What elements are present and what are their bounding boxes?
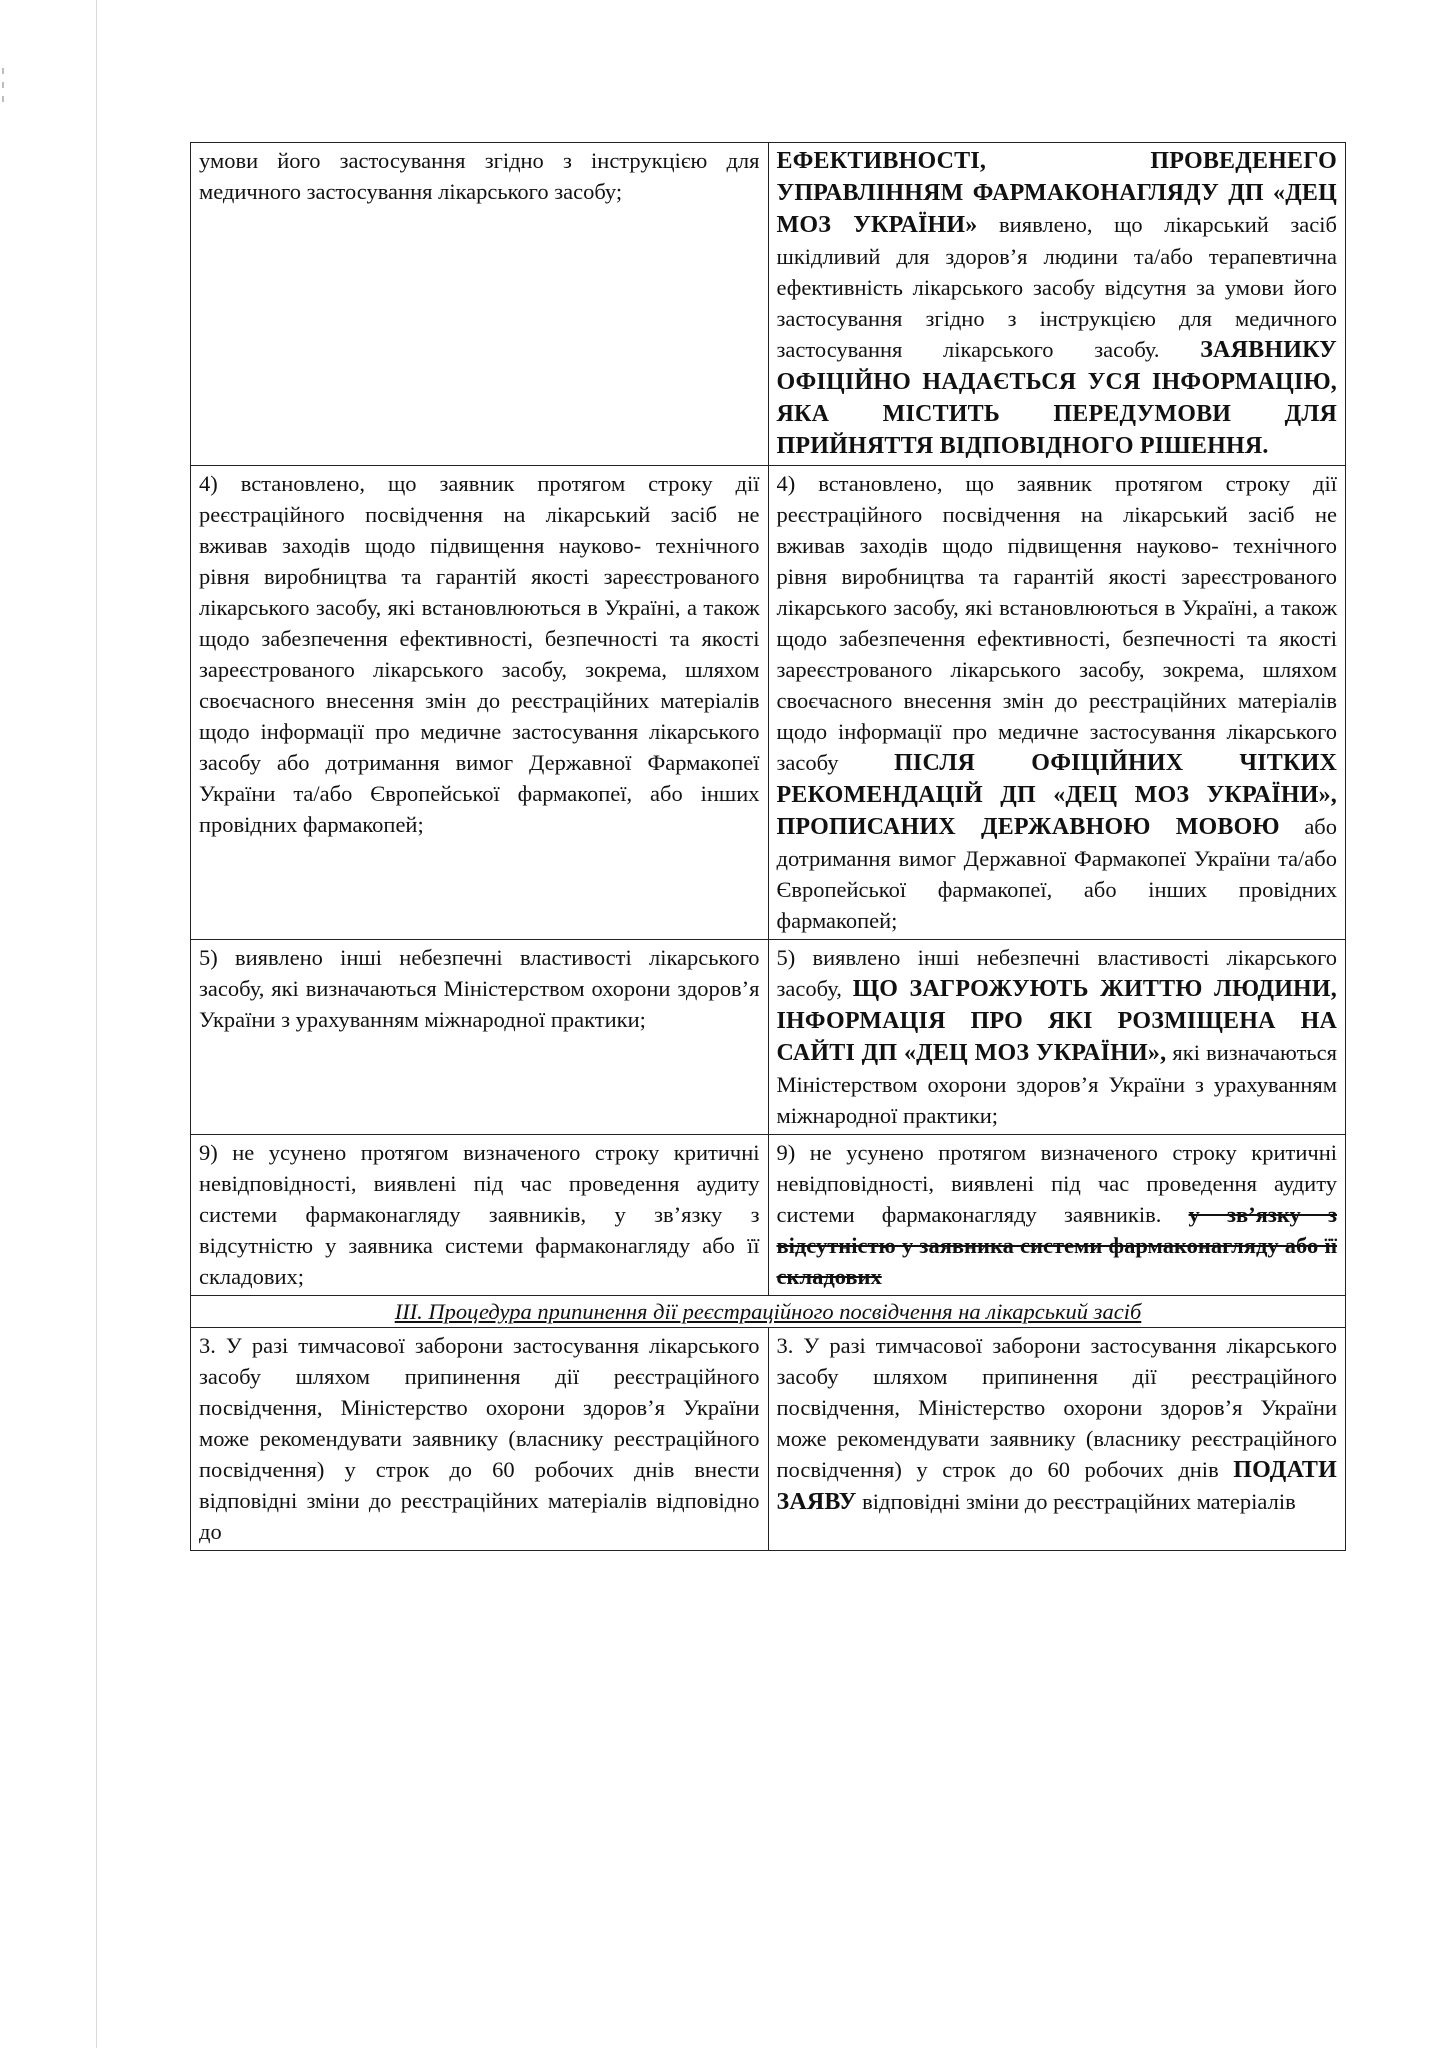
left-cell	[191, 466, 769, 940]
left-cell	[191, 940, 769, 1135]
section-title: ІІІ. Процедура припинення дії реєстраційного посвідчення на лікарський засіб	[394, 1299, 1142, 1324]
table-row	[191, 940, 1346, 1135]
right-cell	[768, 1328, 1346, 1551]
table-row	[191, 1135, 1346, 1296]
left-cell	[191, 1328, 769, 1551]
left-text: 9) не усунено протягом визначеного строку критичні невідповідності, виявлені під час проведення аудиту системи фармаконагляду заявників, у зв’язку з відсутністю у заявника системи фармаконагляду або її складових;	[199, 1140, 760, 1289]
scan-edge-line	[96, 0, 97, 2048]
right-bold: ПОДАТИ ЗАЯВУ	[776, 1457, 1337, 1515]
right-text	[777, 145, 1338, 462]
left-cell	[191, 143, 769, 466]
section-cell	[191, 1296, 1346, 1328]
right-plain: 4) встановлено, що заявник протягом строку дії реєстраційного посвідчення на лікарський засіб не вживав заходів щодо підвищення науково- технічного рівня виробництва та гарантій якості зареєстрованого лікарського засобу, які встановлюються в Україні, а також щодо забезпечення ефективності, безпечності та якості зареєстрованого лікарського засобу, зокрема, шляхом своєчасного внесення змін до реєстраційних матеріалів щодо інформації про медичне застосування лікарського засобу	[776, 471, 1337, 775]
right-plain: 9) не усунено протягом визначеного строку критичні невідповідності, виявлені під час проведення аудиту системи фармаконагляду заявників.	[776, 1140, 1337, 1227]
table-row	[191, 143, 1346, 466]
table-row	[191, 466, 1346, 940]
scan-artifact	[0, 60, 8, 130]
right-text	[777, 1137, 1338, 1292]
right-plain: або дотримання вимог Державної Фармакопеї України та/або Європейської фармакопеї, або інших провідних фармакопей;	[776, 814, 1337, 933]
table-row	[191, 1328, 1346, 1551]
right-plain: які визначаються Міністерством охорони здоров’я України з урахуванням міжнародної практики;	[776, 1040, 1337, 1128]
left-text: 5) виявлено інші небезпечні властивості лікарського засобу, які визначаються Міністерством охорони здоров’я України з урахуванням міжнародної практики;	[199, 945, 760, 1032]
right-bold: ПІСЛЯ ОФІЦІЙНИХ ЧІТКИХ РЕКОМЕНДАЦІЙ ДП «ДЕЦ МОЗ УКРАЇНИ», ПРОПИСАНИХ ДЕРЖАВНОЮ МОВОЮ	[776, 750, 1337, 840]
right-text	[777, 468, 1338, 936]
right-plain: відповідні зміни до реєстраційних матеріалів	[856, 1489, 1296, 1514]
right-strikethrough: у зв’язку з відсутністю у заявника системи фармаконагляду або її складових	[776, 1202, 1337, 1289]
right-cell	[768, 1135, 1346, 1296]
right-text	[777, 1330, 1338, 1518]
right-bold: ЩО ЗАГРОЖУЮТЬ ЖИТТЮ ЛЮДИНИ, ІНФОРМАЦІЯ ПРО ЯКІ РОЗМІЩЕНА НА САЙТІ ДП «ДЕЦ МОЗ УКРАЇНИ»,	[776, 976, 1337, 1066]
right-cell	[768, 940, 1346, 1135]
right-cell	[768, 143, 1346, 466]
right-cell	[768, 466, 1346, 940]
left-cell	[191, 1135, 769, 1296]
right-bold: ЕФЕКТИВНОСТІ, ПРОВЕДЕНЕГО УПРАВЛІННЯМ ФАРМАКОНАГЛЯДУ ДП «ДЕЦ МОЗ УКРАЇНИ»	[776, 148, 1337, 238]
left-text: 4) встановлено, що заявник протягом строку дії реєстраційного посвідчення на лікарський засіб не вживав заходів щодо підвищення науково- технічного рівня виробництва та гарантій якості зареєстрованого лікарського засобу, які встановлюються в Україні, а також щодо забезпечення ефективності, безпечності та якості зареєстрованого лікарського засобу, зокрема, шляхом своєчасного внесення змін до реєстраційних матеріалів щодо інформації про медичне застосування лікарського засобу або дотримання вимог Державної Фармакопеї України та/або Європейської фармакопеї, або інших провідних фармакопей;	[199, 471, 760, 837]
left-text: 3. У разі тимчасової заборони застосування лікарського засобу шляхом припинення дії реєстраційного посвідчення, Міністерство охорони здоров’я України може рекомендувати заявнику (власнику реєстраційного посвідчення) у строк до 60 робочих днів внести відповідні зміни до реєстраційних матеріалів відповідно до	[199, 1333, 760, 1544]
left-text: умови його застосування згідно з інструкцією для медичного застосування лікарського засобу;	[199, 148, 760, 204]
section-row	[191, 1296, 1346, 1328]
right-bold: ЗАЯВНИКУ ОФІЦІЙНО НАДАЄТЬСЯ УСЯ ІНФОРМАЦІЮ, ЯКА МІСТИТЬ ПЕРЕДУМОВИ ДЛЯ ПРИЙНЯТТЯ ВІДПОВІДНОГО РІШЕННЯ.	[776, 337, 1337, 459]
right-text	[777, 942, 1338, 1131]
right-plain: виявлено, що лікарський засіб шкідливий для здоров’я людини та/або терапевтична ефективність лікарського засобу відсутня за умови його застосування згідно з інструкцією для медичного застосування лікарського засобу.	[776, 212, 1337, 362]
right-plain: 5) виявлено інші небезпечні властивості лікарського засобу,	[776, 945, 1337, 1001]
right-plain: 3. У разі тимчасової заборони застосування лікарського засобу шляхом припинення дії реєстраційного посвідчення, Міністерство охорони здоров’я України може рекомендувати заявнику (власнику реєстраційного посвідчення) у строк до 60 робочих днів	[776, 1333, 1337, 1482]
comparison-table	[190, 142, 1346, 1551]
